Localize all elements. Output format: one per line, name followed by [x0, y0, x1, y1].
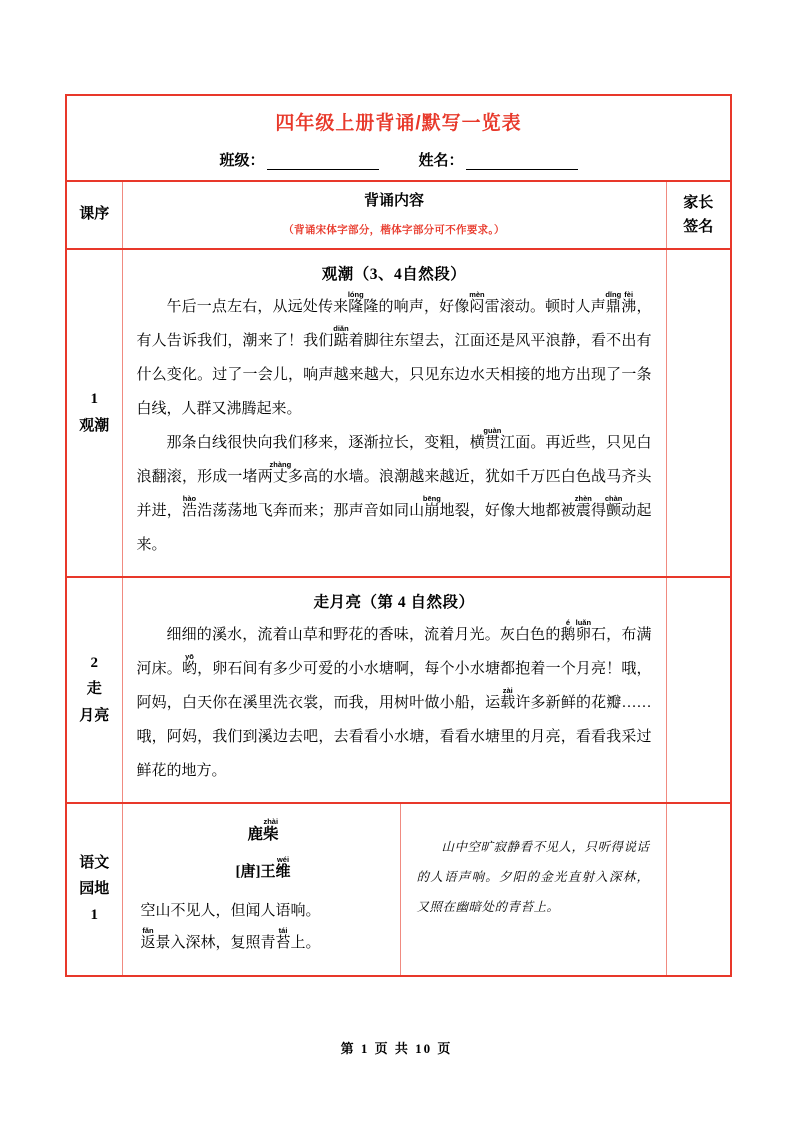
row-content-1 — [122, 249, 666, 577]
header-content-note: （背诵宋体字部分，楷体字部分可不作要求。） — [283, 225, 505, 237]
header-signature-line1: 家长 — [683, 194, 714, 211]
table-row — [66, 577, 731, 803]
row-seq-1 — [66, 249, 122, 577]
row-seq-3 — [66, 803, 122, 976]
pinyin-zhen: 震zhèn — [574, 493, 592, 519]
pinyin-beng: 崩bēng — [422, 493, 441, 519]
header-content — [122, 181, 666, 249]
row-content-2 — [122, 577, 666, 803]
row-seq-1-line-1: 观潮 — [79, 417, 110, 434]
row-seq-3-line-0: 语文 — [79, 854, 110, 871]
paragraph-1-1: 午后一点左右，从远处传来隆lóng隆的响声，好像闷mèn雷滚动。顿时人声鼎dǐng沸fèi，有人告诉我们，潮来了！我们踮diǎn着脚往东望去，江面还是风平浪静，看不出有什么变化。过了一会儿，响声越来越大，只见东边水天相接的地方出现了一条白线，人群又沸腾起来。 — [136, 289, 652, 417]
section-title-1: 观潮（3、4自然段） — [321, 265, 467, 283]
pinyin-fan: 返fǎn — [140, 925, 156, 951]
row-signature-3[interactable] — [666, 803, 731, 976]
title-row — [66, 95, 731, 181]
row-signature-1[interactable] — [666, 249, 731, 577]
pinyin-dian: 踮diǎn — [333, 323, 349, 349]
page-footer: 第 1 页 共 10 页 — [340, 1041, 453, 1056]
paragraph-2-1: 细细的溪水，流着山草和野花的香味，流着月光。灰白色的鹅é卵luǎn石，布满河床。哟yō，卵石间有多少可爱的小水塘啊，每个小水塘都抱着一个月亮！哦，阿妈，白天你在溪里洗衣裳，而我，用树叶做小船，运载zài许多新鲜的花瓣……哦，阿妈，我们到溪边去吧，去看看小水塘，看看水塘里的月亮，看看我采过鲜花的地方。 — [136, 617, 652, 779]
pinyin-fei: 沸fèi — [621, 289, 637, 315]
pinyin-ding: 鼎dǐng — [605, 289, 622, 315]
header-signature — [666, 181, 731, 249]
row-content-3 — [122, 803, 666, 976]
student-id-line — [67, 149, 730, 170]
class-label: 班级： — [219, 153, 265, 169]
poem-line-2: 返fǎn景入深林，复照青苔tái上。 — [140, 925, 321, 951]
pinyin-yo: 哟yō — [181, 651, 198, 677]
pinyin-hao: 浩hào — [181, 493, 198, 519]
header-content-main: 背诵内容 — [363, 193, 424, 209]
row-seq-1-line-0: 1 — [90, 391, 98, 408]
paragraph-1-2: 那条白线很快向我们移来，逐渐拉长，变粗，横贯guàn江面。再近些，只见白浪翻滚，形成一堵两丈zhàng多高的水墙。浪潮越来越近，犹如千万匹白色战马齐头并进，浩hào浩荡荡地飞奔而来；那声音如同山崩bēng地裂，好像大地都被震zhèn得颤chàn动起来。 — [136, 425, 652, 553]
class-blank[interactable] — [267, 155, 379, 170]
poem-translation-block — [401, 804, 666, 975]
poem-split — [123, 804, 666, 975]
poem-title: 鹿柴zhài — [247, 816, 279, 843]
page-title: 四年级上册背诵/默写一览表 — [275, 113, 522, 134]
pinyin-e: 鹅é — [560, 617, 576, 643]
row-seq-3-line-2: 1 — [90, 907, 98, 924]
pinyin-tai: 苔tái — [275, 925, 291, 951]
row-seq-2-line-1: 走 — [86, 681, 102, 698]
table-row — [66, 249, 731, 577]
section-title-2: 走月亮（第 4 自然段） — [313, 593, 475, 611]
row-seq-2-line-0: 2 — [90, 655, 98, 672]
table-row — [66, 803, 731, 976]
name-label: 姓名： — [418, 153, 464, 169]
class-field[interactable] — [220, 149, 379, 170]
pinyin-luan: 卵luǎn — [575, 617, 592, 643]
row-seq-3-line-1: 园地 — [79, 880, 110, 897]
pinyin-chan: 颤chàn — [604, 493, 623, 519]
row-seq-2-line-2: 月亮 — [79, 707, 110, 724]
pinyin-zhang: 丈zhàng — [269, 459, 292, 485]
poem-line-1: 空山不见人，但闻人语响。 — [140, 902, 321, 919]
poem-translation: 山中空旷寂静看不见人，只听得说话的人语声响。夕阳的金光直射入深林，又照在幽暗处的青苔上。 — [416, 839, 650, 914]
header-seq: 课序 — [66, 181, 122, 249]
name-blank[interactable] — [466, 155, 578, 170]
pinyin-zai: 载zài — [500, 685, 516, 711]
name-field[interactable] — [419, 149, 578, 170]
pinyin-men: 闷mèn — [469, 289, 485, 315]
row-signature-2[interactable] — [666, 577, 731, 803]
poem-block — [123, 804, 401, 975]
pinyin-wei: 维wéi — [275, 854, 291, 880]
row-seq-2 — [66, 577, 122, 803]
table-header-row — [66, 181, 731, 249]
header-signature-line2: 签名 — [683, 218, 714, 235]
pinyin-long: 隆lóng — [347, 289, 364, 315]
recitation-table — [65, 94, 732, 977]
title-cell — [66, 95, 731, 181]
poem-author: [唐]王维wéi — [235, 854, 291, 880]
pinyin-zhai: 柴zhài — [263, 816, 279, 843]
pinyin-guan: 贯guàn — [483, 425, 502, 451]
